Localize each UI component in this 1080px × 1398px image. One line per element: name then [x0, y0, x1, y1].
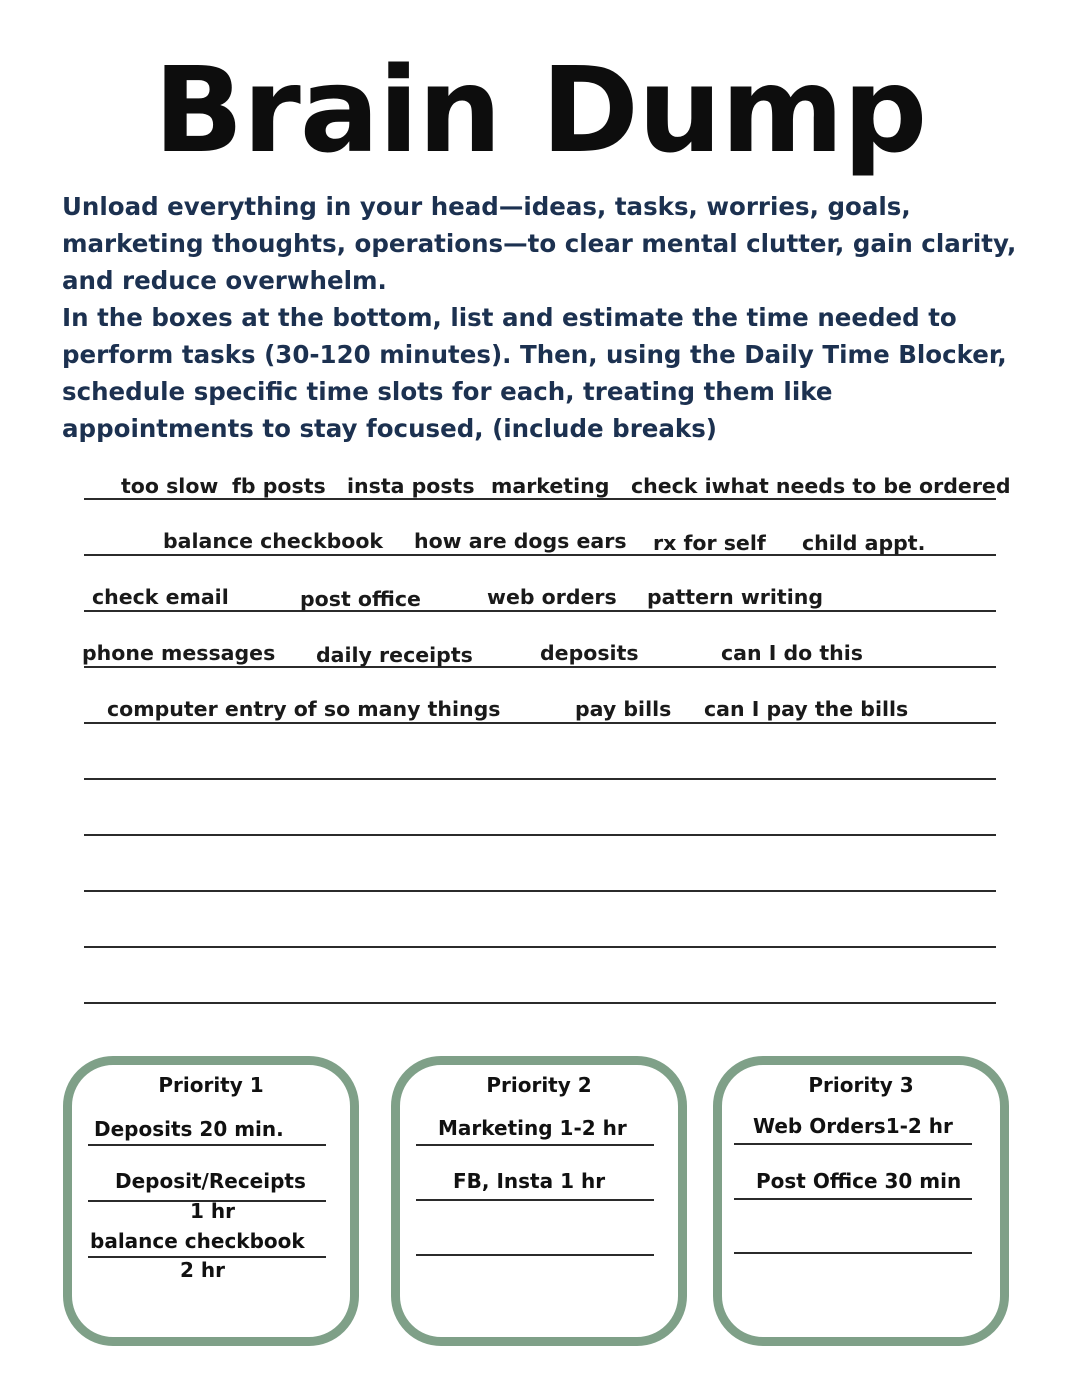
priority-line	[734, 1198, 972, 1200]
priority-title: Priority 1	[158, 1073, 264, 1097]
writing-line-6	[84, 778, 996, 780]
priority-line	[416, 1199, 654, 1201]
brain-dump-item: check iwhat needs to be ordered	[631, 474, 1011, 498]
instructions-paragraph-1: Unload everything in your head—ideas, tasks, worries, goals, marketing thoughts, operations—to clear mental clutter, gain clarity, and reduce overwhelm.	[62, 192, 1017, 295]
brain-dump-item: child appt.	[802, 531, 926, 555]
priority-entry: 2 hr	[180, 1258, 225, 1282]
priority-line	[88, 1144, 326, 1146]
brain-dump-item: insta posts	[347, 474, 475, 498]
writing-line-3	[84, 610, 996, 612]
brain-dump-item: marketing	[491, 474, 610, 498]
instructions	[62, 188, 1022, 447]
writing-line-9	[84, 946, 996, 948]
brain-dump-item: too slow	[121, 474, 219, 498]
priority-entry: Web Orders1-2 hr	[753, 1114, 953, 1138]
priority-title: Priority 3	[808, 1073, 914, 1097]
writing-line-1	[84, 498, 996, 500]
brain-dump-item: can I pay the bills	[704, 697, 909, 721]
brain-dump-item: rx for self	[653, 531, 766, 555]
brain-dump-item: pattern writing	[647, 585, 824, 609]
brain-dump-item: phone messages	[82, 641, 276, 665]
brain-dump-item: how are dogs ears	[414, 529, 627, 553]
priority-box-2	[391, 1056, 687, 1346]
brain-dump-item: check email	[92, 585, 229, 609]
priority-entry: FB, Insta 1 hr	[453, 1169, 606, 1193]
writing-line-10	[84, 1002, 996, 1004]
priority-entry: Deposits 20 min.	[94, 1117, 284, 1141]
brain-dump-item: daily receipts	[316, 643, 473, 667]
brain-dump-item: computer entry of so many things	[107, 697, 501, 721]
priority-line	[734, 1143, 972, 1145]
page-title: Brain Dump	[153, 41, 927, 179]
brain-dump-item: balance checkbook	[163, 529, 384, 553]
brain-dump-item: post office	[300, 587, 421, 611]
priority-entry: balance checkbook	[90, 1229, 305, 1253]
priority-line	[734, 1252, 972, 1254]
brain-dump-item: can I do this	[721, 641, 863, 665]
brain-dump-item: web orders	[487, 585, 617, 609]
priority-entry: Marketing 1-2 hr	[438, 1116, 627, 1140]
priority-line	[416, 1254, 654, 1256]
brain-dump-item: pay bills	[575, 697, 672, 721]
priority-box-3	[713, 1056, 1009, 1346]
priority-entry: Deposit/Receipts	[115, 1169, 306, 1193]
writing-line-8	[84, 890, 996, 892]
priority-entry: 1 hr	[190, 1199, 235, 1223]
writing-line-7	[84, 834, 996, 836]
brain-dump-item: deposits	[540, 641, 639, 665]
priority-entry: Post Office 30 min	[756, 1169, 962, 1193]
writing-line-4	[84, 666, 996, 668]
priority-title: Priority 2	[486, 1073, 592, 1097]
priority-line	[416, 1144, 654, 1146]
brain-dump-item: fb posts	[232, 474, 326, 498]
instructions-paragraph-2: In the boxes at the bottom, list and estimate the time needed to perform tasks (30-120 minutes). Then, using the Daily Time Blocker, schedule specific time slots for each, treating them like appointments to stay focused, (include breaks)	[62, 303, 1007, 443]
writing-line-5	[84, 722, 996, 724]
